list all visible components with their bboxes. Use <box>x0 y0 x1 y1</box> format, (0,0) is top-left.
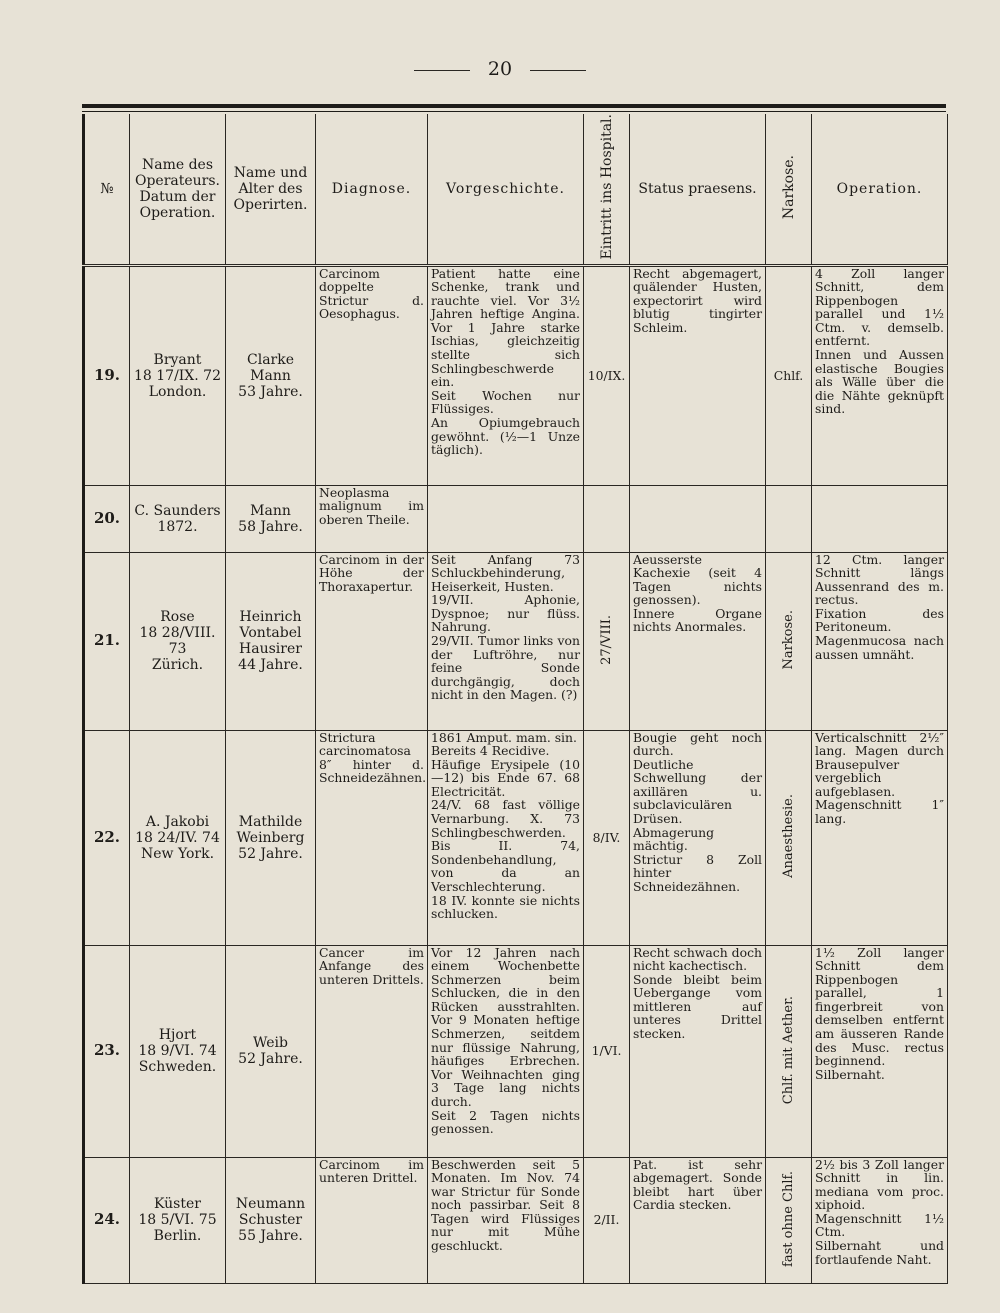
table-row <box>84 552 948 730</box>
page-header <box>0 58 1000 80</box>
top-rule-thin <box>82 111 946 112</box>
page-number: 20 <box>487 58 513 80</box>
narcosis-value: Anaesthesie. <box>780 794 796 879</box>
diagnose-cell: Neoplasma malignum im oberen Theile. <box>316 485 428 552</box>
header-row <box>84 114 948 265</box>
history-cell: Patient hatte eine Schenke, trank und rauchte viel. Vor 3½ Jahren heftige Angina. Vor 1 Jahre starke Ischias, gleichzeitig stellte sich Schlingbeschwerde ein. Seit Wochen nur Flüssiges. An Opiumgebrauch gewöhnt. (½—1 Unze täglich). <box>428 265 584 485</box>
narcosis-cell <box>766 945 812 1157</box>
case-number: 23. <box>84 945 130 1157</box>
operation-cell: 2½ bis 3 Zoll langer Schnitt in lin. mediana vom proc. xiphoid. Magenschnitt 1½ Ctm. Silbernaht und fortlaufende Naht. <box>812 1157 948 1283</box>
case-number: 20. <box>84 485 130 552</box>
patient-cell: Neumann Schuster 55 Jahre. <box>226 1157 316 1283</box>
header-rule-left <box>414 70 470 71</box>
narcosis-value: Chlf. mit Aether. <box>780 995 796 1104</box>
narcosis-header-label: Narkose. <box>780 154 797 219</box>
diagnose-cell: Strictura carcinomatosa 8″ hinter d. Schneidezähnen. <box>316 730 428 945</box>
operator-cell: Bryant 18 17/IX. 72 London. <box>130 265 226 485</box>
table-row <box>84 945 948 1157</box>
admission-value: 27/VIII. <box>598 614 614 665</box>
status-cell: Bougie geht noch durch. Deutliche Schwellung der axillären u. subclaviculären Drüsen. Abmagerung mächtig. Strictur 8 Zoll hinter Schneidezähnen. <box>630 730 766 945</box>
diagnose-cell: Carcinom doppelte Strictur d. Oesophagus. <box>316 265 428 485</box>
narcosis-value: Narkose. <box>780 609 796 670</box>
patient-cell: Heinrich Vontabel Hausirer 44 Jahre. <box>226 552 316 730</box>
operator-cell: Rose 18 28/VIII. 73 Zürich. <box>130 552 226 730</box>
narcosis-value: fast ohne Chlf. <box>780 1170 796 1267</box>
narcosis-cell: Chlf. <box>766 265 812 485</box>
operator-cell: Hjort 18 9/VI. 74 Schweden. <box>130 945 226 1157</box>
header-rule-right <box>530 70 586 71</box>
patient-cell: Clarke Mann 53 Jahre. <box>226 265 316 485</box>
col-header-diagnose: Diagnose. <box>316 114 428 265</box>
admission-cell <box>584 485 630 552</box>
admission-header-label: Eintritt ins Hospital. <box>598 114 615 260</box>
table-row <box>84 265 948 485</box>
operation-cell <box>812 485 948 552</box>
operation-cell: 4 Zoll langer Schnitt, dem Rippenbogen parallel und 1½ Ctm. v. demselb. entfernt. Innen und Aussen elastische Bougies als Wälle über die die Nähte geknüpft sind. <box>812 265 948 485</box>
gastrostomy-case-table <box>82 114 948 1284</box>
narcosis-cell <box>766 1157 812 1283</box>
patient-cell: Mathilde Weinberg 52 Jahre. <box>226 730 316 945</box>
table-row <box>84 485 948 552</box>
top-rule-thick <box>82 104 946 108</box>
operator-cell: C. Saunders 1872. <box>130 485 226 552</box>
case-number: 21. <box>84 552 130 730</box>
case-number: 19. <box>84 265 130 485</box>
narcosis-cell <box>766 552 812 730</box>
admission-cell: 2/II. <box>584 1157 630 1283</box>
table-row <box>84 1157 948 1283</box>
admission-cell: 10/IX. <box>584 265 630 485</box>
operator-cell: A. Jakobi 18 24/IV. 74 New York. <box>130 730 226 945</box>
diagnose-cell: Carcinom in der Höhe der Thoraxapertur. <box>316 552 428 730</box>
col-header-patient: Name und Alter des Operirten. <box>226 114 316 265</box>
patient-cell: Weib 52 Jahre. <box>226 945 316 1157</box>
operation-cell: Verticalschnitt 2½″ lang. Magen durch Brausepulver vergeblich aufgeblasen. Magenschnitt 1″ lang. <box>812 730 948 945</box>
col-header-admission <box>584 114 630 265</box>
col-header-narcosis <box>766 114 812 265</box>
history-cell: Seit Anfang 73 Schluckbehinderung, Heiserkeit, Husten. 19/VII. Aphonie, Dyspnoe; nur flüss. Nahrung. 29/VII. Tumor links von der Luftröhre, nur feine Sonde durchgängig, doch nicht in den Magen. (?) <box>428 552 584 730</box>
col-header-history: Vorgeschichte. <box>428 114 584 265</box>
operation-cell: 1½ Zoll langer Schnitt dem Rippenbogen parallel, 1 fingerbreit von demselben entfernt am äusseren Rande des Musc. rectus beginnend. Silbernaht. <box>812 945 948 1157</box>
operator-cell: Küster 18 5/VI. 75 Berlin. <box>130 1157 226 1283</box>
diagnose-cell: Carcinom im unteren Drittel. <box>316 1157 428 1283</box>
col-header-operator: Name des Operateurs. Datum der Operation. <box>130 114 226 265</box>
status-cell: Recht abgemagert, quälender Husten, expectorirt wird blutig tingirter Schleim. <box>630 265 766 485</box>
operation-cell: 12 Ctm. langer Schnitt längs Aussenrand des m. rectus. Fixation des Peritoneum. Magenmucosa nach aussen umnäht. <box>812 552 948 730</box>
case-number: 24. <box>84 1157 130 1283</box>
patient-cell: Mann 58 Jahre. <box>226 485 316 552</box>
case-number: 22. <box>84 730 130 945</box>
table-row <box>84 730 948 945</box>
history-cell: Beschwerden seit 5 Monaten. Im Nov. 74 war Strictur für Sonde noch passirbar. Seit 8 Tagen wird Flüssiges nur mit Mühe geschluckt. <box>428 1157 584 1283</box>
narcosis-cell <box>766 485 812 552</box>
status-cell: Recht schwach doch nicht kachectisch. Sonde bleibt beim Uebergange vom mittleren auf unteres Drittel stecken. <box>630 945 766 1157</box>
status-cell: Pat. ist sehr abgemagert. Sonde bleibt hart über Cardia stecken. <box>630 1157 766 1283</box>
col-header-operation: Operation. <box>812 114 948 265</box>
history-cell <box>428 485 584 552</box>
admission-cell: 8/IV. <box>584 730 630 945</box>
admission-cell <box>584 552 630 730</box>
history-cell: 1861 Amput. mam. sin. Bereits 4 Recidive. Häufige Erysipele (10—12) bis Ende 67. 68 Electricität. 24/V. 68 fast völlige Vernarbung. X. 73 Schlingbeschwerden. Bis II. 74, Sondenbehandlung, von da an Verschlechterung. 18 IV. konnte sie nichts schlucken. <box>428 730 584 945</box>
admission-cell: 1/VI. <box>584 945 630 1157</box>
col-header-nr: № <box>84 114 130 265</box>
history-cell: Vor 12 Jahren nach einem Wochenbette Schmerzen beim Schlucken, die in den Rücken ausstrahlten. Vor 9 Monaten heftige Schmerzen, seitdem nur flüssige Nahrung, häufiges Erbrechen. Vor Weihnachten ging 3 Tage lang nichts durch. Seit 2 Tagen nichts genossen. <box>428 945 584 1157</box>
col-header-status: Status praesens. <box>630 114 766 265</box>
status-cell <box>630 485 766 552</box>
narcosis-cell <box>766 730 812 945</box>
status-cell: Aeusserste Kachexie (seit 4 Tagen nichts genossen). Innere Organe nichts Anormales. <box>630 552 766 730</box>
diagnose-cell: Cancer im Anfange des unteren Drittels. <box>316 945 428 1157</box>
